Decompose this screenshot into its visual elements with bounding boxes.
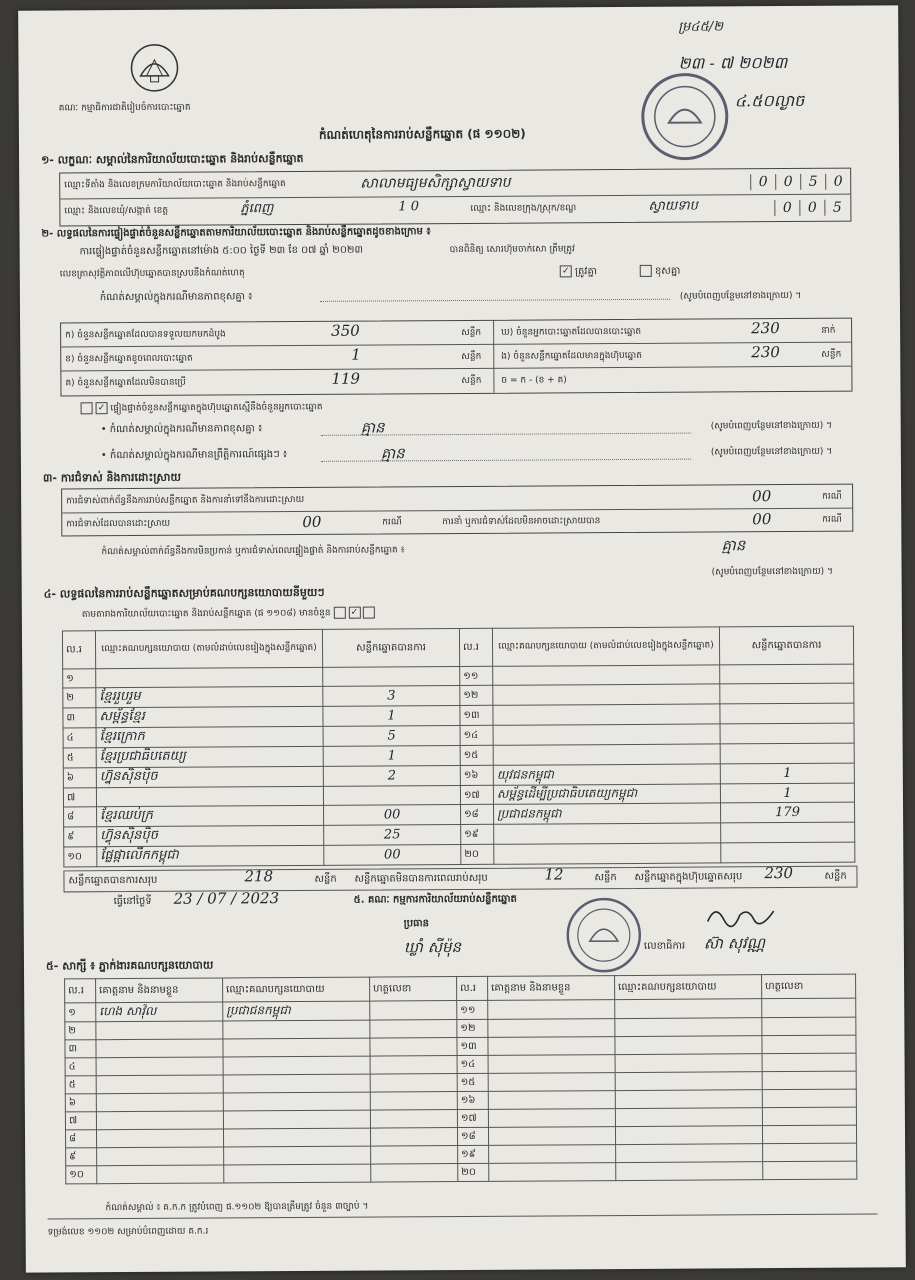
total-box-value: 230 [764, 863, 794, 883]
objections-count: 00 [752, 487, 772, 506]
table-row: ៨ ខ្មែរឈប់ក្រ 00 ១៨ ប្រជាជនកម្ពុជា 179 [64, 802, 855, 827]
count-d-value: 230 [751, 319, 780, 338]
total-valid-value: 218 [244, 867, 274, 886]
table-row: ៥ ១៥ [65, 1071, 856, 1094]
checkbox-checked-icon: ✓ [560, 265, 572, 277]
table-row: ៧ ១៧ [65, 1107, 856, 1130]
unresolved-count: 00 [752, 510, 772, 529]
section1-row2-label: ឈ្មោះ និងលេខឃុំ/សង្កាត់ ខេត្ត [64, 205, 169, 217]
party-results-table: ល.រ ឈ្មោះគណបក្សនយោបាយ (តាមលំដាប់លេខរៀងក្នុងសន្លឹកឆ្នោត) សន្លឹកឆ្នោតបានការ ល.រ ឈ្មោះគណបក្សនយោបាយ (តាមលំដាប់លេខរៀងក្នុងសន្លឹកឆ្នោត) សន្លឹកឆ្នោតបានការ ១ ១១ ២ ខ្មែររួបរួម 3 ១២ ៣ សម្ព័ន្ធខ្មែរ 1 ១៣ ៤ ខ្មែរក្រោក 5 ១៤ ៥ ខ្មែរប្រជាធិបតេយ្យ 1 ១៥ ៦ ហ្វ៊ុនស៊ិនប៉ិច 2 ១៦ យុវជនកម្ពុជា 1 ៧ ១៧ សម្ព័ន្ធដើម្បីប្រជាធិបតេយ្យកម្ពុជា 1 ៨ ខ្មែរឈប់ក្រ 00 ១៨ ប្រជាជនកម្ពុជា 179 ៩ ហ៊្វុនស៊ិនប៉ិច 25 ១៩ ១០ ផ្លែផ្កាលើកកម្ពុជា 00 ២០ [62, 626, 855, 868]
table-row: ៩ ហ៊្វុនស៊ិនប៉ិច 25 ១៩ [64, 822, 855, 847]
witness-table: ល.រ គោត្តនាម និងនាមខ្លួន ឈ្មោះគណបក្សនយោបាយ ហត្ថលេខា ល.រ គោត្តនាម និងនាមខ្លួន ឈ្មោះគណបក្សនយោបាយ ហត្ថលេខា ១ ហេង សាវ៉ុល ប្រជាជនកម្ពុជា ១១ ២ ១២ ៣ ១៣ ៤ ១៤ ៥ ១៥ ៦ ១៦ ៧ ១៧ ៨ ១៨ ៩ ១៩ ១០ ២០ [64, 974, 857, 1185]
seal-option-mismatch: ខុសគ្នា [640, 265, 681, 278]
count-b-label: ខ) ចំនួនសន្លឹកឆ្នោតខូចពេលបោះឆ្នោត [65, 353, 193, 365]
section3-note-value: គ្មាន [721, 536, 746, 555]
count-a-value: 350 [331, 321, 360, 340]
nec-emblem [128, 42, 180, 94]
section5-title: ៥- សាក្សី ៖ ភ្នាក់ងារគណបក្សនយោបាយ [45, 958, 214, 973]
comparison-line: ✓ ផ្ទៀងផ្ទាត់ចំនួនសន្លឹកឆ្នោតក្នុងហ៊ុបឆ្នោតស្មើនឹងចំនួនអ្នកបោះឆ្នោត [81, 401, 323, 415]
table-row: ១ ហេង សាវ៉ុល ប្រជាជនកម្ពុជា ១១ [65, 998, 856, 1022]
section1-row2-value-a: ភ្នំពេញ [240, 201, 274, 217]
table-row: ៩ ១៩ [66, 1143, 857, 1166]
section1-row2-value-b: 1 0 [398, 199, 420, 215]
section1-row2-label2: ឈ្មោះ និងលេខក្រុង/ស្រុក/ខណ្ឌ [470, 203, 577, 214]
section3-note-label: កំណត់សម្គាល់ពាក់ព័ន្ធនឹងការមិនប្រកាន់ ឬការជំទាស់ពេលផ្ទៀងផ្ទាត់ និងការរាប់សន្លឹកឆ្នោត ៖ [101, 545, 405, 558]
secretary-signature: ស៊ា សុវណ្ណ [703, 934, 766, 953]
count-d-label: ឃ) ចំនួនអ្នកបោះឆ្នោតដែលបានបោះឆ្នោត [501, 326, 642, 338]
table-row: ៦ ហ្វ៊ុនស៊ិនប៉ិច 2 ១៦ យុវជនកម្ពុជា 1 [63, 763, 854, 788]
count-a-label: ក) ចំនួនសន្លឹកឆ្នោតដែលបានទទួលយកមកដំបូង [65, 329, 226, 341]
official-stamp-top [639, 70, 732, 163]
section2-fill-hint: (សូមបំពេញបន្ថែមនៅខាងក្រោយ) ។ [679, 290, 802, 302]
committee-title: ៥. គណៈ កម្មការការិយាល័យរាប់សន្លឹកឆ្នោត [353, 893, 517, 906]
table-row: ៤ ខ្មែរក្រោក 5 ១៤ [63, 723, 854, 748]
chair-signature: ឃ្លាំ ស៊ីម៉ុន [403, 938, 462, 957]
section2-time-line: ការផ្ទៀងផ្ទាត់ចំនួនសន្លឹកឆ្នោតនៅម៉ោង ៥:០០ ថ្ងៃទី ២៣ ខែ ០៧ ឆ្នាំ ២០២៣ [79, 244, 364, 258]
section1-title: ១- លក្ខណៈ សម្គាល់នៃការិយាល័យបោះឆ្នោត និងរាប់សន្លឹកឆ្នោត [41, 151, 304, 167]
official-stamp-bottom [564, 895, 644, 975]
section3-title: ៣- ការជំទាស់ និងការដោះស្រាយ [42, 470, 182, 485]
section2-note-line [320, 299, 670, 302]
table-row: ១០ ២០ [66, 1161, 857, 1184]
table-row: ៦ ១៦ [65, 1089, 856, 1112]
count-e-label: ង) ចំនួនសន្លឹកឆ្នោតដែលមានក្នុងហ៊ុបឆ្នោត [501, 350, 642, 362]
bullet1-label: • កំណត់សម្គាល់ក្នុងករណីមានភាពខុសគ្នា ៖ [100, 423, 263, 436]
section1-row2-value-c: ស្វាយទាប [648, 198, 698, 214]
count-c-value: 119 [331, 369, 361, 388]
table-row: ៤ ១៤ [65, 1053, 856, 1076]
form-title: កំណត់ហេតុនៃការរាប់សន្លឹកឆ្នោត (ផ ១១០២) [318, 126, 526, 142]
footer-note: កំណត់សម្គាល់ ៖ គ.ក.ក ត្រូវបំពេញ ផ.១១០២ ឱ្យបានត្រឹមត្រូវ ចំនួន ៣ច្បាប់ ។ [105, 1201, 369, 1214]
section2-title: ២- លទ្ធផលនៃការផ្ទៀងផ្ទាត់ចំនួនសន្លឹកឆ្នោតតាមការិយាល័យបោះឆ្នោត និងរាប់សន្លឹកឆ្នោតដូចខាងក្រោម ៖ [41, 226, 431, 240]
section1-box [59, 168, 851, 227]
table-row: ១ ១១ [63, 664, 854, 688]
table-row: ១០ ផ្លែផ្កាលើកកម្ពុជា 00 ២០ [64, 842, 855, 867]
checkbox-checked-icon: ✓ [348, 607, 360, 619]
table-row: ៧ ១៧ សម្ព័ន្ធដើម្បីប្រជាធិបតេយ្យកម្ពុជា 1 [63, 783, 854, 807]
resolved-count: 00 [302, 512, 322, 531]
table-row: ៨ ១៨ [65, 1125, 856, 1148]
bullet1-value: គ្មាន [360, 418, 385, 437]
secretary-label: លេខាធិការ [643, 940, 686, 952]
chair-label: ប្រធាន [403, 918, 429, 930]
section4-title: ៤- លទ្ធផលនៃការរាប់សន្លឹកឆ្នោតសម្រាប់គណបក្សនយោបាយនីមួយៗ [43, 585, 325, 601]
bullet2-label: • កំណត់សម្គាល់ក្នុងករណីមានព្រឹត្តិការណ៍ផ្សេងៗ ៖ [100, 449, 288, 462]
bullet2-value: គ្មាន [380, 444, 405, 463]
section1-row1-value: សាលាមធ្យមសិក្សាស្វាយទាប [360, 174, 511, 192]
table-row: ២ ខ្មែររួបរួម 3 ១២ [63, 683, 854, 708]
table-row: ៥ ខ្មែរប្រជាធិបតេយ្យ 1 ១៥ [63, 743, 854, 768]
section1-row1-label: ឈ្មោះទីតាំង និងលេខក្រមការិយាល័យបោះឆ្នោត និងរាប់សន្លឹកឆ្នោត [64, 179, 286, 191]
secretary-signature-scribble [704, 901, 784, 929]
count-e-value: 230 [751, 343, 780, 362]
totals-line: សន្លឹកឆ្នោតបានការសរុប 218 សន្លឹក សន្លឹកឆ្នោតមិនបានការពេលរាប់សរុប 12 សន្លឹក សន្លឹកឆ្នោតក្នុងហ៊ុបឆ្នោតសរុប 230 សន្លឹក [63, 866, 857, 893]
seal-option-match: ✓ ត្រូវគ្នា [560, 265, 597, 278]
section3-table: ការជំទាស់ពាក់ព័ន្ធនឹងការរាប់សន្លឹកឆ្នោត និងការនាំទៅនឹងការដោះស្រាយ 00 ករណី ការជំទាស់ដែលបានដោះស្រាយ 00 ករណី ការនាំ ឬការជំទាស់ដែលមិនអាចដោះស្រាយបាន 00 ករណី [61, 484, 853, 537]
form-code: ទម្រង់លេខ ១១០២ សម្រាប់បំពេញដោយ គ.ក.រ [47, 1226, 209, 1238]
count-b-value: 1 [351, 345, 361, 364]
checkbox-empty-icon [640, 265, 652, 277]
checkbox-checked-icon: ✓ [95, 402, 107, 414]
table-row: ២ ១២ [65, 1017, 856, 1040]
document-page: គណៈ កម្មាធិការជាតិរៀបចំការបោះឆ្នោត ម្រ៤៥/២ ២៣ - ៧ ២០២៣ ៤.៥០ល្ងាច កំណត់ហេតុនៃការរាប់សន្លឹកឆ្នោត (ផ ១១០២) ១- លក្ខណៈ សម្គាល់នៃការិយាល័យបោះឆ្នោត និងរាប់សន្លឹកឆ្នោត ឈ្មោះទីតាំង និងលេខក្រមការិយាល័យបោះឆ្នោត និងរាប់សន្លឹកឆ្នោត សាលាមធ្យមសិក្សាស្វាយទាប 0 0 5 0 ឈ្មោះ និងលេខឃុំ/សង្កាត់ ខេត្ត ភ្នំពេញ 1 0 ឈ្មោះ និងលេខក្រុង/ស្រុក/ខណ្ឌ ស្វាយទាប 0 0 5 ២- លទ្ធផលនៃការផ្ទៀងផ្ទាត់ចំនួនសន្លឹកឆ្នោតតាមការិយាល័យបោះឆ្នោត និងរាប់សន្លឹកឆ្នោតដូចខាងក្រោម ៖ ការផ្ទៀងផ្ទាត់ចំនួនសន្លឹកឆ្នោតនៅម៉ោង ៥:០០ ថ្ងៃទី ២៣ ខែ ០៧ ឆ្នាំ ២០២៣ បានពិនិត្យ សោរហ៊ុមចាក់សោ ត្រឹមត្រូវ លេខត្រាសុវត្ថិភាពលើហ៊ុបឆ្នោតបានស្របនឹងកំណត់ហេតុ ✓ ត្រូវគ្នា ខុសគ្នា កំណត់សម្គាល់ក្នុងករណីមានភាពខុសគ្នា ៖ (សូមបំពេញបន្ថែមនៅខាងក្រោយ) ។ ក) ចំនួនសន្លឹកឆ្នោតដែលបានទទួលយកមកដំបូង 350 សន្លឹក ឃ) ចំនួនអ្នកបោះឆ្នោតដែលបានបោះឆ្នោត 230 នាក់ ខ) ចំនួនសន្លឹកឆ្នោតខូចពេលបោះឆ្នោត 1 សន្លឹក ង) ចំនួនសន្លឹកឆ្នោតដែលមានក្នុងហ៊ុបឆ្នោត 230 សន្លឹក គ) ចំនួនសន្លឹកឆ្នោតដែលមិនបានប្រើ 119 សន្លឹក ច = ក - (ខ + គ) ✓ ផ្ទៀងផ្ទាត់ចំនួនសន្លឹកឆ្នោតក្នុងហ៊ុបឆ្នោតស្មើនឹងចំនួនអ្នកបោះឆ្នោត • កំណត់សម្គាល់ក្នុងករណីមានភាពខុសគ្នា ៖ គ្មាន (សូមបំពេញបន្ថែមនៅខាងក្រោយ) ។ • កំណត់សម្គាល់ក្នុងករណីមានព្រឹត្តិការណ៍ផ្សេងៗ ៖ គ្មាន (សូមបំពេញបន្ថែមនៅខាងក្រោយ) ។ ៣- ការជំទាស់ និងការដោះស្រាយ ការជំទាស់ពាក់ព័ន្ធនឹងការរាប់សន្លឹកឆ្នោត និងការនាំទៅនឹងការដោះស្រាយ 00 ករណី ការជំទាស់ដែលបានដោះស្រាយ 00 ករណី ការនាំ ឬការជំទាស់ដែលមិនអាចដោះស្រាយបាន 00 ករណី កំណត់សម្គាល់ពាក់ព័ន្ធនឹងការមិនប្រកាន់ ឬការជំទាស់ពេលផ្ទៀងផ្ទាត់ និងការរាប់សន្លឹកឆ្នោត ៖ គ្មាន (សូមបំពេញបន្ថែមនៅខាងក្រោយ) ។ ៤- លទ្ធផលនៃការរាប់សន្លឹកឆ្នោតសម្រាប់គណបក្សនយោបាយនីមួយៗ តាមតារាងការិយាល័យបោះឆ្នោត និងរាប់សន្លឹកឆ្នោត (ផ ១១០៨) មានចំនួន ✓ ល.រ ឈ្មោះគណបក្សនយោបាយ (តាមលំដាប់លេខរៀងក្នុងសន្លឹកឆ្នោត) សន្លឹកឆ្នោតបានការ ល.រ ឈ្មោះគណបក្សនយោបាយ (តាមលំដាប់លេខរៀងក្នុងសន្លឹកឆ្នោត) សន្លឹកឆ្នោតបានការ ១ ១១ ២ ខ្មែររួបរួម 3 ១២ ៣ សម្ព័ន្ធខ្មែរ 1 ១៣ ៤ ខ្មែរក្រោក 5 ១៤ ៥ ខ្មែរប្រជាធិបតេយ្យ 1 ១៥ ៦ ហ្វ៊ុនស៊ិនប៉ិច 2 ១៦ យុវជនកម្ពុជា 1 ៧ ១៧ សម្ព័ន្ធដើម្បីប្រជាធិបតេយ្យកម្ពុជា 1 ៨ ខ្មែរឈប់ក្រ 00 ១៨ ប្រជាជនកម្ពុជា 179 ៩ ហ៊្វុនស៊ិនប៉ិច 25 ១៩ ១០ ផ្លែផ្កាលើកកម្ពុជា 00 ២០ សន្លឹកឆ្នោតបានការសរុប 218 សន្លឹក សន្លឹកឆ្នោតមិនបានការពេលរាប់សរុប 12 សន្លឹក សន្លឹកឆ្នោតក្នុងហ៊ុបឆ្នោតសរុប 230 សន្លឹក ធ្វើនៅថ្ងៃទី 23 / 07 / 2023 ៥. គណៈ កម្មការការិយាល័យរាប់សន្លឹកឆ្នោត ប្រធាន ឃ្លាំ ស៊ីម៉ុន លេខាធិការ ស៊ា សុវណ្ណ ៥- សាក្សី ៖ ភ្នាក់ងារគណបក្សនយោបាយ ល.រ គោត្តនាម និងនាមខ្លួន ឈ្មោះគណបក្សនយោបាយ ហត្ថលេខា ល.រ គោត្តនាម និងនាមខ្លួន ឈ្មោះគណបក្សនយោបាយ ហត្ថលេខា ១ ហេង សាវ៉ុល ប្រជាជនកម្ពុជា ១១ ២ ១២ ៣ ១៣ ៤ ១៤ ៥ ១៥ ៦ ១៦ ៧ ១៧ ៨ ១៨ ៩ ១៩ ១០ ២០ កំណត់សម្គាល់ ៖ គ.ក.ក ត្រូវបំពេញ ផ.១១០២ ឱ្យបានត្រឹមត្រូវ ចំនួន ៣ច្បាប់ ។ ទម្រង់លេខ ១១០២ សម្រាប់បំពេញដោយ គ.ក.រ [18, 5, 906, 1272]
checkbox-empty-icon [81, 402, 93, 414]
section2-counts-table: ក) ចំនួនសន្លឹកឆ្នោតដែលបានទទួលយកមកដំបូង 350 សន្លឹក ឃ) ចំនួនអ្នកបោះឆ្នោតដែលបានបោះឆ្នោត 230 នាក់ ខ) ចំនួនសន្លឹកឆ្នោតខូចពេលបោះឆ្នោត 1 សន្លឹក ង) ចំនួនសន្លឹកឆ្នោតដែលមានក្នុងហ៊ុបឆ្នោត 230 សន្លឹក គ) ចំនួនសន្លឹកឆ្នោតដែលមិនបានប្រើ 119 សន្លឹក ច = ក - (ខ + គ) [60, 318, 852, 397]
handwritten-ref: ម្រ៤៥/២ [678, 19, 724, 35]
table-row: ៣ សម្ព័ន្ធខ្មែរ 1 ១៣ [63, 703, 854, 728]
section2-note-label: កំណត់សម្គាល់ក្នុងករណីមានភាពខុសគ្នា ៖ [99, 291, 253, 304]
section1-row1-digits: 0 0 5 0 [750, 171, 850, 191]
handwritten-time: ៤.៥០ល្ងាច [734, 90, 805, 111]
date-label: ធ្វើនៅថ្ងៃទី [113, 895, 152, 908]
total-invalid-value: 12 [544, 865, 564, 884]
table-row: ៣ ១៣ [65, 1035, 856, 1058]
count-formula: ច = ក - (ខ + គ) [501, 375, 567, 386]
section2-seal-line: លេខត្រាសុវត្ថិភាពលើហ៊ុបឆ្នោតបានស្របនឹងកំណត់ហេតុ [59, 268, 245, 280]
date-value: 23 / 07 / 2023 [173, 889, 280, 908]
section1-row2-digits: 0 0 5 [774, 197, 849, 216]
section4-subline: តាមតារាងការិយាល័យបោះឆ្នោត និងរាប់សន្លឹកឆ្នោត (ផ ១១០៨) មានចំនួន ✓ [82, 607, 375, 621]
org-name: គណៈ កម្មាធិការជាតិរៀបចំការបោះឆ្នោត [58, 102, 191, 114]
count-c-label: គ) ចំនួនសន្លឹកឆ្នោតដែលមិនបានប្រើ [65, 377, 186, 389]
handwritten-date: ២៣ - ៧ ២០២៣ [678, 53, 788, 73]
section2-time-line-tail: បានពិនិត្យ សោរហ៊ុមចាក់សោ ត្រឹមត្រូវ [449, 244, 575, 256]
